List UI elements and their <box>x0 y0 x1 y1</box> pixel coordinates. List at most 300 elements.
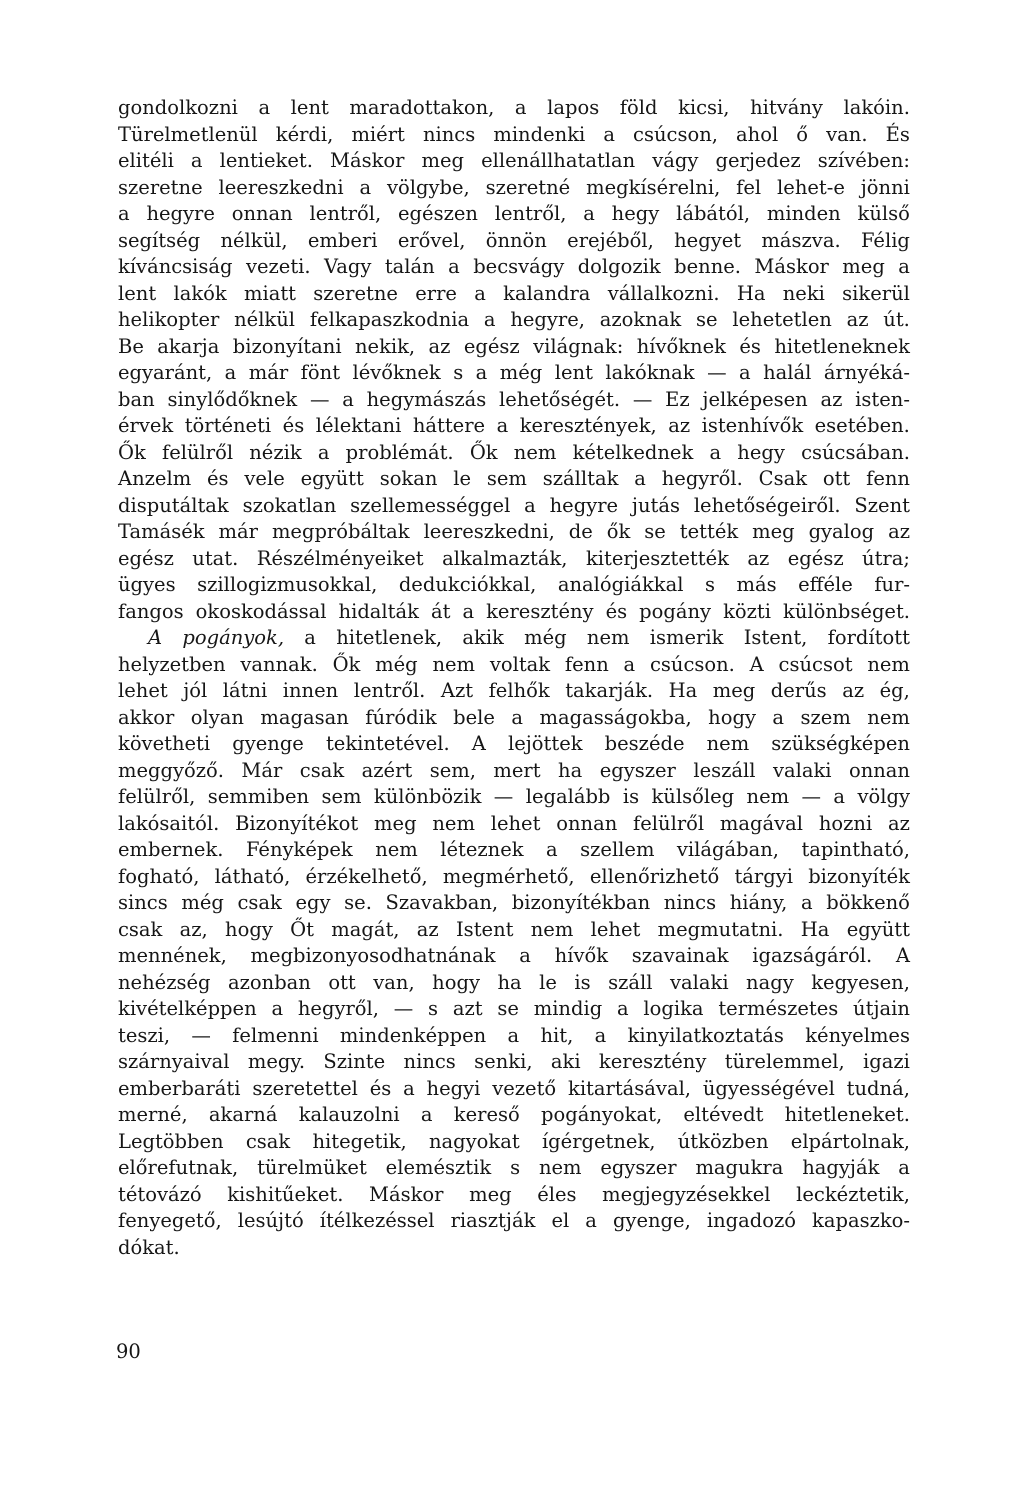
text-line <box>118 944 910 971</box>
word: föld <box>619 96 658 119</box>
word: még <box>181 891 224 914</box>
word: fenn <box>866 467 910 490</box>
text-line <box>118 361 910 388</box>
word: fönt <box>300 361 341 384</box>
word: fordított <box>827 626 910 649</box>
word: is <box>574 970 591 994</box>
word: leereszkedni <box>218 175 344 199</box>
word: szem <box>800 705 851 729</box>
word: felkapaszkodnia <box>309 308 470 331</box>
text-line <box>118 255 910 282</box>
word: Már <box>241 758 283 782</box>
text-line <box>118 679 910 706</box>
word: mindig <box>533 997 603 1020</box>
word: érzékelhető, <box>305 864 428 888</box>
word: csak <box>245 1129 291 1153</box>
word: kapaszko- <box>812 1209 910 1232</box>
word: át <box>430 599 451 623</box>
word: halál <box>763 361 812 384</box>
word: Ha <box>736 281 766 305</box>
word: olyan <box>190 705 244 729</box>
text-line <box>118 176 910 203</box>
word: azért <box>361 758 413 782</box>
word: A <box>148 626 163 649</box>
word: látni <box>222 679 268 702</box>
word: hitetlenek, <box>336 626 443 649</box>
text-line <box>118 626 910 653</box>
word: fúródik <box>365 705 437 729</box>
word: hagyják <box>802 1156 880 1179</box>
word: esetében. <box>814 414 910 437</box>
text-line <box>118 335 910 362</box>
word: lehetőségét. <box>499 387 621 411</box>
word: szellem <box>580 838 655 861</box>
word: nem <box>432 811 475 835</box>
word: Tamásék <box>118 520 205 543</box>
word: a <box>475 361 488 384</box>
text-line <box>118 573 910 600</box>
text-line <box>118 891 910 918</box>
word: történeti <box>184 414 272 437</box>
word: háttere <box>412 414 486 437</box>
word: egyszer <box>599 758 676 782</box>
word: Ők <box>469 440 498 464</box>
word: elitéli <box>118 149 174 172</box>
word: becsvágy <box>473 255 565 278</box>
word: ügyes <box>118 573 176 596</box>
word: megy. <box>247 1050 306 1073</box>
word: meggyőző. <box>118 758 224 782</box>
word: lehetőségeiről. <box>693 493 841 517</box>
word: magasságokba, <box>539 705 692 729</box>
word: istenhívők <box>701 414 804 437</box>
word: A <box>471 732 486 755</box>
word: hitegetik, <box>312 1129 407 1153</box>
word: a <box>271 997 284 1020</box>
word: Anzelm <box>118 467 192 490</box>
word: eltévedt <box>683 1103 764 1126</box>
text-line <box>118 838 910 865</box>
word: ban <box>118 387 155 411</box>
word: lábától, <box>676 202 751 225</box>
word: Máskor <box>369 1182 444 1206</box>
word: bökkenő <box>826 891 910 914</box>
word: nézik <box>249 440 302 464</box>
word: nagy <box>746 970 794 994</box>
word: fenyegető, <box>118 1209 222 1232</box>
word: Ha <box>668 679 698 702</box>
word: szeretné <box>485 175 571 199</box>
word: különbözik <box>373 785 482 808</box>
word: Ez <box>665 387 690 411</box>
word: voltak <box>489 652 551 676</box>
word: előrefutnak, <box>118 1156 239 1179</box>
word: nem <box>867 652 910 676</box>
word: merné, <box>118 1103 188 1126</box>
word: helikopter <box>118 308 220 331</box>
word: egészen <box>398 202 478 225</box>
word: a <box>546 838 558 861</box>
word: sikerül <box>842 281 910 305</box>
word: csúcson, <box>633 122 718 146</box>
word: szárnyaival <box>118 1050 230 1073</box>
word: — <box>707 361 727 384</box>
word: ők <box>606 520 631 543</box>
word: szívében: <box>817 149 910 172</box>
word: — <box>801 785 822 808</box>
word: helyzetben <box>118 652 226 676</box>
word: a <box>594 1023 607 1047</box>
word: szavainak <box>631 944 729 967</box>
word: együtt <box>846 917 910 941</box>
word: a <box>118 202 130 225</box>
word: ismerik <box>649 626 724 649</box>
word: igazságáról. <box>752 944 873 967</box>
word: Legtöbben <box>118 1129 224 1153</box>
word: lentről, <box>494 202 567 225</box>
word: Azt <box>440 679 474 702</box>
text-line <box>118 1050 910 1077</box>
body-text <box>118 96 910 1262</box>
word: kiterjesztették <box>585 546 729 570</box>
word: nem <box>867 705 910 729</box>
word: minden <box>766 202 841 225</box>
word: el <box>551 1209 570 1232</box>
word: és <box>605 599 628 623</box>
word: kíváncsiság <box>118 255 233 278</box>
word: száll <box>608 970 653 994</box>
word: vállalkozni. <box>607 281 720 305</box>
word: csak <box>299 758 345 782</box>
word: emberi <box>307 228 378 252</box>
word: a <box>462 599 475 623</box>
word: vezeti. <box>245 255 311 278</box>
word: nem <box>538 1156 582 1179</box>
word: lentről, <box>309 202 382 225</box>
word: hívők <box>554 944 609 967</box>
word: megjegyzésekkel <box>602 1182 771 1206</box>
word: nem <box>706 732 750 755</box>
word: vele <box>244 467 285 490</box>
word: érvek <box>118 414 174 437</box>
word: egész <box>787 546 844 570</box>
word: az <box>888 520 910 543</box>
text-line <box>118 202 910 229</box>
word: fenn <box>564 652 609 676</box>
word: út. <box>883 308 910 331</box>
word: a <box>519 944 531 967</box>
word: az <box>887 811 910 835</box>
word: disputáltak <box>118 493 229 517</box>
word: le <box>453 467 472 490</box>
word: erejéből, <box>567 228 654 252</box>
word: Máskor <box>330 149 405 172</box>
word: pogányokat, <box>541 1103 663 1126</box>
word: meg <box>842 255 885 278</box>
text-line <box>118 759 910 786</box>
word: útra; <box>862 546 910 570</box>
word: nehézség <box>118 970 211 994</box>
word: kalandra <box>503 281 591 305</box>
word: magát, <box>331 917 400 941</box>
word: meg <box>469 1182 512 1206</box>
word: más <box>736 573 777 596</box>
word: és <box>739 334 761 358</box>
text-line <box>118 1236 910 1263</box>
word: csak <box>237 891 282 914</box>
text-line <box>118 1209 910 1236</box>
word: nélkül <box>234 308 296 331</box>
word: kishitűeket. <box>227 1182 344 1206</box>
word: lent <box>554 361 593 384</box>
word: neki <box>782 281 825 305</box>
word: Türelmetlenül <box>118 122 258 146</box>
word: se <box>497 997 519 1020</box>
word: nem <box>746 785 790 808</box>
word: a <box>739 361 751 384</box>
text-line <box>118 812 910 839</box>
word: felmenni <box>232 1023 319 1047</box>
word: fangos <box>118 599 184 623</box>
text-line <box>118 494 910 521</box>
word: emberbaráti <box>118 1076 241 1100</box>
word: a <box>496 414 509 437</box>
word: lent <box>118 281 157 305</box>
word: kegyesen, <box>811 970 910 994</box>
word: még <box>375 652 418 676</box>
word: szálltak <box>542 467 619 490</box>
word: látható, <box>214 864 291 888</box>
word: csak <box>118 917 163 941</box>
text-line <box>118 96 910 123</box>
text-line <box>118 1156 910 1183</box>
word: hitetleneket. <box>784 1103 910 1126</box>
word: de <box>568 520 593 543</box>
word: tették <box>679 520 739 543</box>
word: az <box>846 308 869 331</box>
text-line <box>118 1130 910 1157</box>
word: külsőleg <box>651 785 735 808</box>
word: bizonyítékban <box>511 891 651 914</box>
word: lejöttek <box>507 732 583 755</box>
word: megkísérelni, <box>586 175 721 199</box>
word: követheti <box>118 732 211 755</box>
word: ügyességével <box>702 1076 835 1100</box>
word: a <box>623 652 636 676</box>
word: erővel, <box>397 228 466 252</box>
text-line <box>118 388 910 415</box>
word: megmutatni. <box>657 917 784 941</box>
word: sincs <box>118 891 168 914</box>
word: — <box>309 387 330 411</box>
word: lehet-e <box>777 175 845 199</box>
word: miatt <box>243 281 297 305</box>
word: természetes <box>718 997 839 1020</box>
word: akik <box>462 626 504 649</box>
word: külső <box>857 202 910 225</box>
word: lakóknak <box>605 361 695 384</box>
word: sem, <box>429 758 476 782</box>
text-line <box>118 1103 910 1130</box>
word: bizonyítani <box>232 334 342 358</box>
word: magával <box>719 811 804 835</box>
word: lélektani <box>315 414 402 437</box>
word: vannak. <box>240 652 318 676</box>
word: már <box>218 520 258 543</box>
word: lentről. <box>353 679 426 702</box>
word: különbséget. <box>783 599 910 623</box>
word: az <box>747 546 770 570</box>
word: Istent <box>455 917 514 941</box>
word: kérdi, <box>275 122 334 146</box>
word: magukra <box>695 1156 784 1179</box>
word: mert <box>493 758 541 782</box>
word: meg <box>421 149 465 172</box>
word: És <box>885 122 910 146</box>
word: kényelmes <box>805 1023 910 1047</box>
word: a <box>585 1209 597 1232</box>
word: dókat. <box>118 1235 180 1259</box>
text-line <box>118 785 910 812</box>
word: lentieket. <box>219 149 313 172</box>
word: megbizonyosodhatnának <box>250 944 496 967</box>
word: nincs <box>663 891 717 914</box>
word: magasan <box>260 705 349 729</box>
word: hogy <box>708 705 756 729</box>
word: hitvány <box>750 96 823 119</box>
word: lapos <box>547 96 600 119</box>
word: s <box>453 361 464 384</box>
word: A <box>895 944 910 967</box>
word: semmiben <box>207 785 310 808</box>
word: ha <box>558 758 583 782</box>
word: ott <box>328 970 356 994</box>
word: a <box>190 149 203 172</box>
word: onnan <box>556 811 618 835</box>
word: Máskor <box>754 255 829 278</box>
word: A <box>749 652 764 676</box>
word: se <box>696 308 718 331</box>
word: ég, <box>879 679 910 702</box>
word: éles <box>537 1182 577 1206</box>
word: nem <box>375 838 418 861</box>
word: Ők <box>332 652 361 676</box>
word: keresztény <box>598 1050 707 1073</box>
word: a <box>511 705 524 729</box>
word: azt <box>452 997 483 1020</box>
word: lehetetlen <box>732 308 832 331</box>
word: az <box>416 917 439 941</box>
word: az <box>428 334 451 358</box>
word: okoskodással <box>195 599 327 623</box>
word: kereső <box>453 1103 520 1126</box>
word: kicsi, <box>678 96 730 119</box>
word: takarják. <box>565 679 654 702</box>
word: lévőknek <box>352 361 441 384</box>
word: Fényképek <box>245 838 353 861</box>
word: közti <box>723 599 771 623</box>
word: útközben <box>677 1129 769 1153</box>
word: ígérgetnek, <box>541 1129 656 1153</box>
word: onnan <box>231 202 293 225</box>
word: hitetleneknek <box>774 334 910 358</box>
word: a <box>583 202 595 225</box>
word: szeretettel <box>252 1076 358 1100</box>
word: lent <box>290 96 329 119</box>
word: azoknak <box>599 308 682 331</box>
word: szillogizmusokkal, <box>197 573 378 596</box>
word: nagyokat <box>429 1129 520 1153</box>
word: mindenki <box>493 122 586 146</box>
word: és <box>282 414 305 437</box>
word: erre <box>415 281 457 305</box>
word: a <box>709 440 722 464</box>
word: a <box>524 493 536 517</box>
word: isten- <box>855 387 910 411</box>
word: lehet <box>118 679 168 702</box>
word: derűs <box>770 679 827 702</box>
word: elpártolnak, <box>790 1129 910 1153</box>
word: onnan <box>848 758 910 782</box>
word: lakóin. <box>843 96 910 119</box>
word: fur- <box>874 573 910 596</box>
word: miért <box>351 122 405 146</box>
word: azonban <box>228 970 311 994</box>
word: meg <box>752 520 795 543</box>
word: Ha <box>800 917 830 941</box>
word: gerjedez <box>715 149 801 172</box>
word: mászva. <box>761 228 841 252</box>
word: le <box>539 970 557 994</box>
word: útjain <box>853 997 910 1020</box>
word: Szavakban, <box>385 891 499 914</box>
word: egyszer <box>600 1156 677 1179</box>
word: a <box>224 361 237 384</box>
word: keresztények, <box>519 414 657 437</box>
word: meg <box>712 679 756 702</box>
word: szellemességgel <box>350 493 511 517</box>
word: csúcsot <box>778 652 853 676</box>
word: — <box>493 785 514 808</box>
word: felülről, <box>118 785 196 808</box>
text-line <box>118 918 910 945</box>
word: jutás <box>631 493 680 517</box>
word: fel <box>736 175 762 199</box>
word: mindenképpen <box>339 1023 487 1047</box>
word: talán <box>384 255 435 278</box>
word: innen <box>282 679 339 702</box>
word: türelemmel, <box>724 1050 845 1073</box>
word: riasztják <box>450 1209 536 1232</box>
text-line <box>118 123 910 150</box>
word: hogy <box>225 917 273 941</box>
word: segítség <box>118 228 201 252</box>
word: kételkednek <box>572 440 694 464</box>
word: még <box>524 626 567 649</box>
word: kitartásával, <box>568 1076 692 1100</box>
word: leereszkedni, <box>423 520 555 543</box>
word: aki <box>550 1050 581 1073</box>
word: hogy <box>432 970 480 994</box>
word: Be <box>118 334 144 358</box>
word: felülről <box>633 811 705 835</box>
word: hegyre <box>146 202 215 225</box>
word: vezető <box>492 1076 557 1100</box>
word: se <box>644 520 666 543</box>
word: legalább <box>525 785 611 808</box>
word: hegyről. <box>661 467 743 490</box>
word: igazi <box>863 1050 910 1073</box>
